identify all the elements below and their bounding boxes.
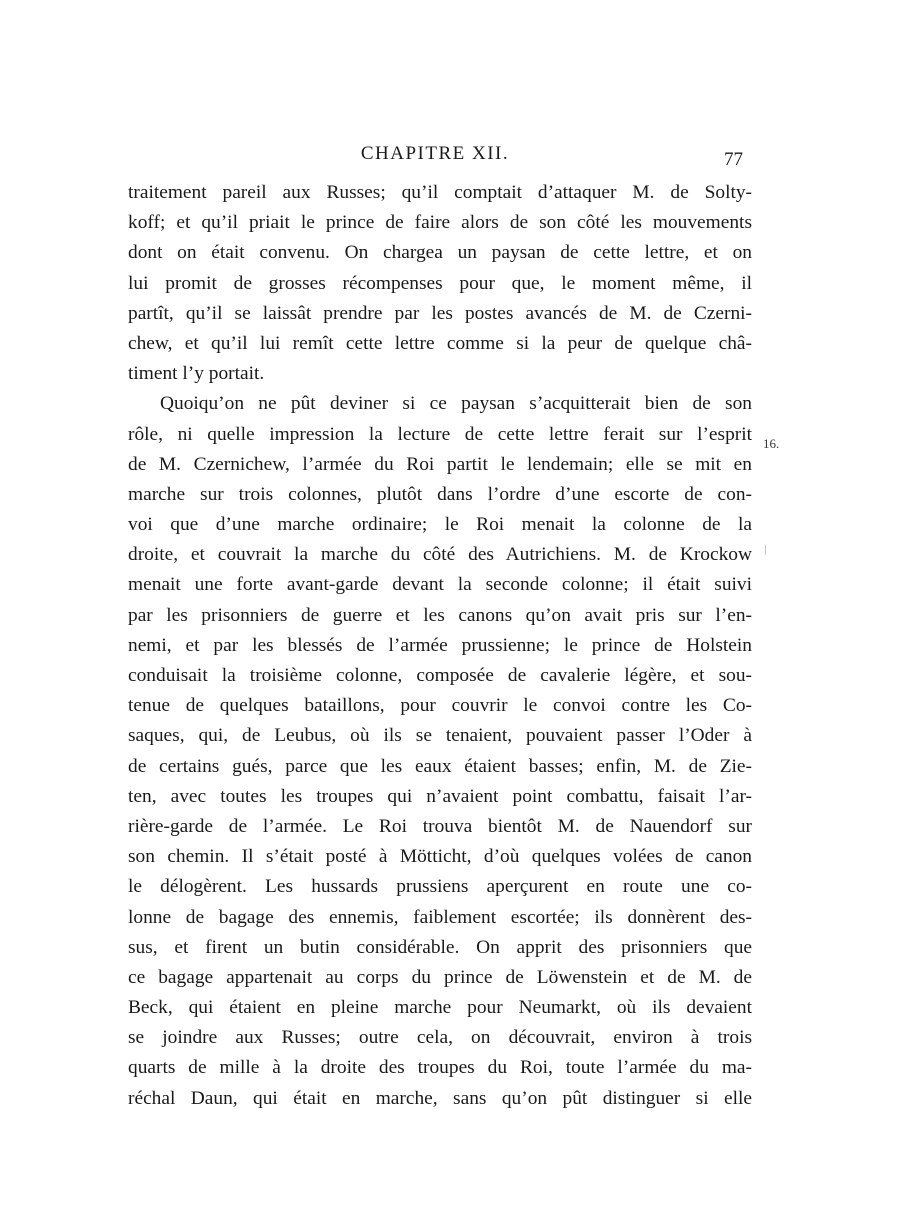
- text-line: réchal Daun, qui était en marche, sans qu’on pût distinguer si elle: [128, 1087, 752, 1109]
- text-line: rière-garde de l’armée. Le Roi trouva bientôt M. de Nauendorf sur: [128, 815, 752, 837]
- text-line: dont on était convenu. On chargea un paysan de cette lettre, et on: [128, 242, 752, 264]
- text-line: Beck, qui étaient en pleine marche pour Neumarkt, où ils devaient: [128, 997, 752, 1019]
- text-line: de certains gués, parce que les eaux étaient basses; enfin, M. de Zie-: [128, 755, 752, 777]
- text-line: lonne de bagage des ennemis, faiblement escortée; ils donnèrent des-: [128, 906, 752, 928]
- paragraph-start-line: Quoiqu’on ne pût deviner si ce paysan s’acquitterait bien de son: [160, 393, 752, 415]
- margin-note: 16.: [763, 436, 780, 451]
- text-line: sus, et firent un butin considérable. On apprit des prisonniers que: [128, 936, 752, 958]
- text-line: lui promit de grosses récompenses pour que, le moment même, il: [128, 272, 752, 294]
- paper-speck: [765, 545, 766, 555]
- body-text: [128, 178, 752, 1114]
- text-line: nemi, et par les blessés de l’armée prussienne; le prince de Holstein: [128, 634, 752, 656]
- text-line: menait une forte avant-garde devant la seconde colonne; il était suivi: [128, 574, 752, 596]
- text-line: de M. Czernichew, l’armée du Roi partit le lendemain; elle se mit en: [128, 453, 752, 475]
- text-line: timent l’y portait.: [128, 363, 265, 385]
- text-line: conduisait la troisième colonne, composée de cavalerie légère, et sou-: [128, 665, 752, 686]
- text-line: ce bagage appartenait au corps du prince de Löwenstein et de M. de: [128, 966, 752, 988]
- text-line: tenue de quelques bataillons, pour couvrir le convoi contre les Co-: [128, 695, 752, 717]
- text-line: marche sur trois colonnes, plutôt dans l’ordre d’une escorte de con-: [128, 483, 752, 505]
- text-line: quarts de mille à la droite des troupes du Roi, toute l’armée du ma-: [128, 1057, 752, 1079]
- text-line: par les prisonniers de guerre et les canons qu’on avait pris sur l’en-: [128, 604, 752, 626]
- running-head: CHAPITRE XII.: [360, 143, 510, 164]
- page-number: 77: [724, 149, 743, 170]
- text-line: ten, avec toutes les troupes qui n’avaient point combattu, faisait l’ar-: [128, 785, 752, 807]
- text-line: partît, qu’il se laissât prendre par les postes avancés de M. de Czerni-: [128, 302, 752, 324]
- text-line: voi que d’une marche ordinaire; le Roi menait la colonne de la: [128, 514, 752, 536]
- text-line: rôle, ni quelle impression la lecture de cette lettre ferait sur l’esprit: [128, 423, 752, 445]
- page-header: [157, 143, 753, 173]
- text-line: traitement pareil aux Russes; qu’il comptait d’attaquer M. de Solty-: [128, 182, 752, 203]
- text-line: saques, qui, de Leubus, où ils se tenaient, pouvaient passer l’Oder à: [128, 725, 752, 747]
- text-line: droite, et couvrait la marche du côté des Autrichiens. M. de Krockow: [128, 544, 752, 566]
- text-line: le délogèrent. Les hussards prussiens aperçurent en route une co-: [128, 876, 752, 898]
- text-line: son chemin. Il s’était posté à Mötticht, d’où quelques volées de canon: [128, 846, 752, 868]
- text-line: chew, et qu’il lui remît cette lettre comme si la peur de quelque châ-: [128, 332, 752, 354]
- text-line: koff; et qu’il priait le prince de faire alors de son côté les mouvements: [128, 212, 752, 234]
- text-line: se joindre aux Russes; outre cela, on découvrait, environ à trois: [128, 1027, 752, 1049]
